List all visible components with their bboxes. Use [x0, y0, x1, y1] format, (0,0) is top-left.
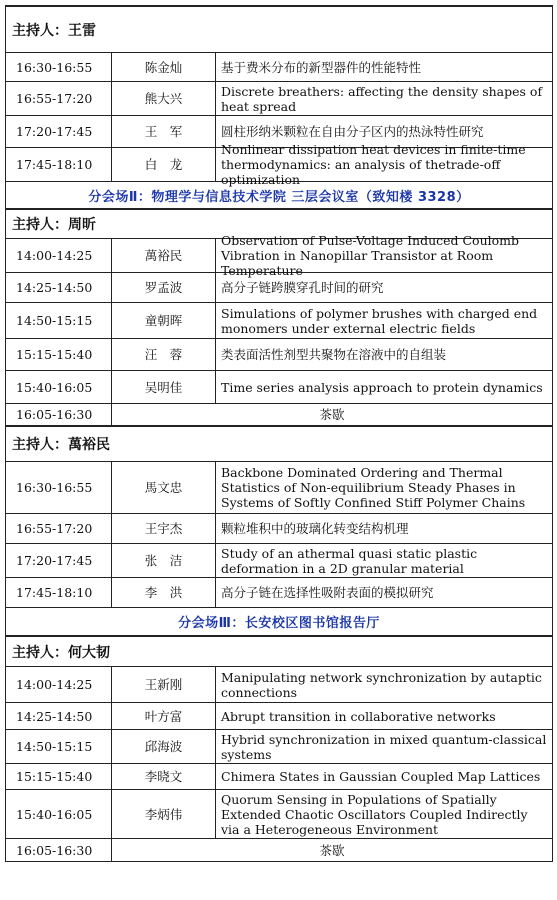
- host-row: [5, 635, 553, 666]
- speaker-cell: 邱海波: [112, 730, 216, 763]
- time-cell: 14:50-15:15: [6, 303, 112, 338]
- table-row: [5, 52, 553, 81]
- table-row: [5, 81, 553, 115]
- title-cell: Discrete breathers: affecting the density shapes of heat spread: [221, 83, 543, 114]
- schedule-table: [5, 5, 553, 862]
- time-cell: 15:15-15:40: [6, 764, 112, 789]
- title-cell: Hybrid synchronization in mixed quantum-classical systems: [221, 731, 547, 762]
- time-cell: 17:20-17:45: [6, 544, 112, 577]
- speaker-cell: 李炳伟: [112, 790, 216, 838]
- table-row: [5, 789, 553, 838]
- speaker-cell: 李晓文: [112, 764, 216, 789]
- time-cell: 14:25-14:50: [6, 273, 112, 302]
- speaker-cell: 白 龙: [112, 148, 216, 181]
- title-cell: Backbone Dominated Ordering and Thermal Statistics of Non-equilibrium Steady Phases in Systems of Softly Confined Stiff Polymer Chains: [221, 465, 526, 510]
- time-cell: 14:50-15:15: [6, 730, 112, 763]
- speaker-cell: 王宇杰: [112, 514, 216, 543]
- table-row: [5, 338, 553, 370]
- break-row: [5, 403, 553, 425]
- table-row: [5, 142, 553, 187]
- speaker-cell: 张 洁: [112, 544, 216, 577]
- tea-break-label: 茶歇: [319, 407, 345, 422]
- speaker-cell: 汪 蓉: [112, 339, 216, 370]
- time-cell: 16:30-16:55: [6, 53, 112, 81]
- speaker-cell: 叶方富: [112, 703, 216, 729]
- table-row: [5, 763, 553, 789]
- time-cell: 15:15-15:40: [6, 339, 112, 370]
- table-row: [5, 513, 553, 543]
- table-row: [5, 233, 553, 278]
- time-cell: 16:05-16:30: [6, 404, 112, 425]
- table-row: [5, 302, 553, 338]
- title-cell: Manipulating network synchronization by autaptic connections: [221, 669, 542, 700]
- time-cell: 17:20-17:45: [6, 116, 112, 147]
- time-cell: 14:25-14:50: [6, 703, 112, 729]
- title-cell: 颗粒堆积中的玻璃化转变结构机理: [221, 521, 409, 536]
- speaker-cell: 萬裕民: [112, 239, 216, 272]
- speaker-cell: 吴明佳: [112, 371, 216, 403]
- speaker-cell: 王 军: [112, 116, 216, 147]
- table-row: [5, 461, 553, 513]
- venue-title: 分会场Ⅱ：物理学与信息技术学院 三层会议室（致知楼 3328）: [88, 189, 470, 205]
- table-row: [5, 370, 553, 403]
- title-cell: Time series analysis approach to protein dynamics: [221, 379, 543, 395]
- title-cell: 高分子链在选择性吸附表面的模拟研究: [221, 585, 434, 600]
- time-cell: 14:00-14:25: [6, 239, 112, 272]
- tea-break-label: 茶歇: [319, 842, 345, 858]
- time-cell: 16:55-17:20: [6, 82, 112, 115]
- table-row: [5, 702, 553, 729]
- time-cell: 16:30-16:55: [6, 462, 112, 513]
- title-cell: Chimera States in Gaussian Coupled Map Lattices: [221, 769, 541, 784]
- time-cell: 14:00-14:25: [6, 667, 112, 702]
- table-row: [5, 729, 553, 763]
- table-row: [5, 577, 553, 607]
- title-cell: Observation of Pulse-Voltage Induced Coulomb Vibration in Nanopillar Transistor at Room Temperature: [221, 233, 520, 278]
- speaker-cell: 馬文忠: [112, 462, 216, 513]
- venue-heading: [5, 607, 553, 635]
- title-cell: Nonlinear dissipation heat devices in finite-time thermodynamics: an analysis of thetrade-off optimization: [221, 142, 526, 187]
- speaker-cell: 李 洪: [112, 578, 216, 607]
- host-label: 主持人：周昕: [12, 217, 96, 233]
- table-row: [5, 543, 553, 577]
- speaker-cell: 罗孟波: [112, 273, 216, 302]
- host-label: 主持人：王雷: [12, 22, 96, 39]
- title-cell: Simulations of polymer brushes with charged end monomers under external electric fields: [221, 305, 538, 336]
- title-cell: Abrupt transition in collaborative networks: [221, 708, 496, 724]
- time-cell: 15:40-16:05: [6, 371, 112, 403]
- time-cell: 15:40-16:05: [6, 790, 112, 838]
- break-row: [5, 838, 553, 862]
- host-row: [5, 5, 553, 52]
- title-cell: 基于费米分布的新型器件的性能特性: [221, 59, 422, 75]
- host-label: 主持人：何大韧: [12, 644, 110, 661]
- table-row: [5, 272, 553, 302]
- table-row: [5, 666, 553, 702]
- time-cell: 17:45-18:10: [6, 578, 112, 607]
- title-cell: 类表面活性剂型共聚物在溶液中的自组装: [221, 347, 447, 362]
- title-cell: 圆柱形纳米颗粒在自由分子区内的热泳特性研究: [221, 124, 484, 139]
- title-cell: Study of an athermal quasi static plastic deformation in a 2D granular material: [221, 545, 478, 576]
- venue-title: 分会场Ⅲ：长安校区图书馆报告厅: [178, 616, 380, 631]
- host-row: [5, 425, 553, 461]
- time-cell: 16:05-16:30: [6, 839, 112, 861]
- title-cell: Quorum Sensing in Populations of Spatially Extended Chaotic Oscillators Coupled Indirectly via a Heterogeneous Environment: [221, 791, 528, 837]
- speaker-cell: 王新刚: [112, 667, 216, 702]
- title-cell: 高分子链跨膜穿孔时间的研究: [221, 280, 384, 295]
- time-cell: 17:45-18:10: [6, 148, 112, 181]
- speaker-cell: 陈金灿: [112, 53, 216, 81]
- host-label: 主持人：萬裕民: [12, 437, 110, 453]
- time-cell: 16:55-17:20: [6, 514, 112, 543]
- speaker-cell: 童朝晖: [112, 303, 216, 338]
- speaker-cell: 熊大兴: [112, 82, 216, 115]
